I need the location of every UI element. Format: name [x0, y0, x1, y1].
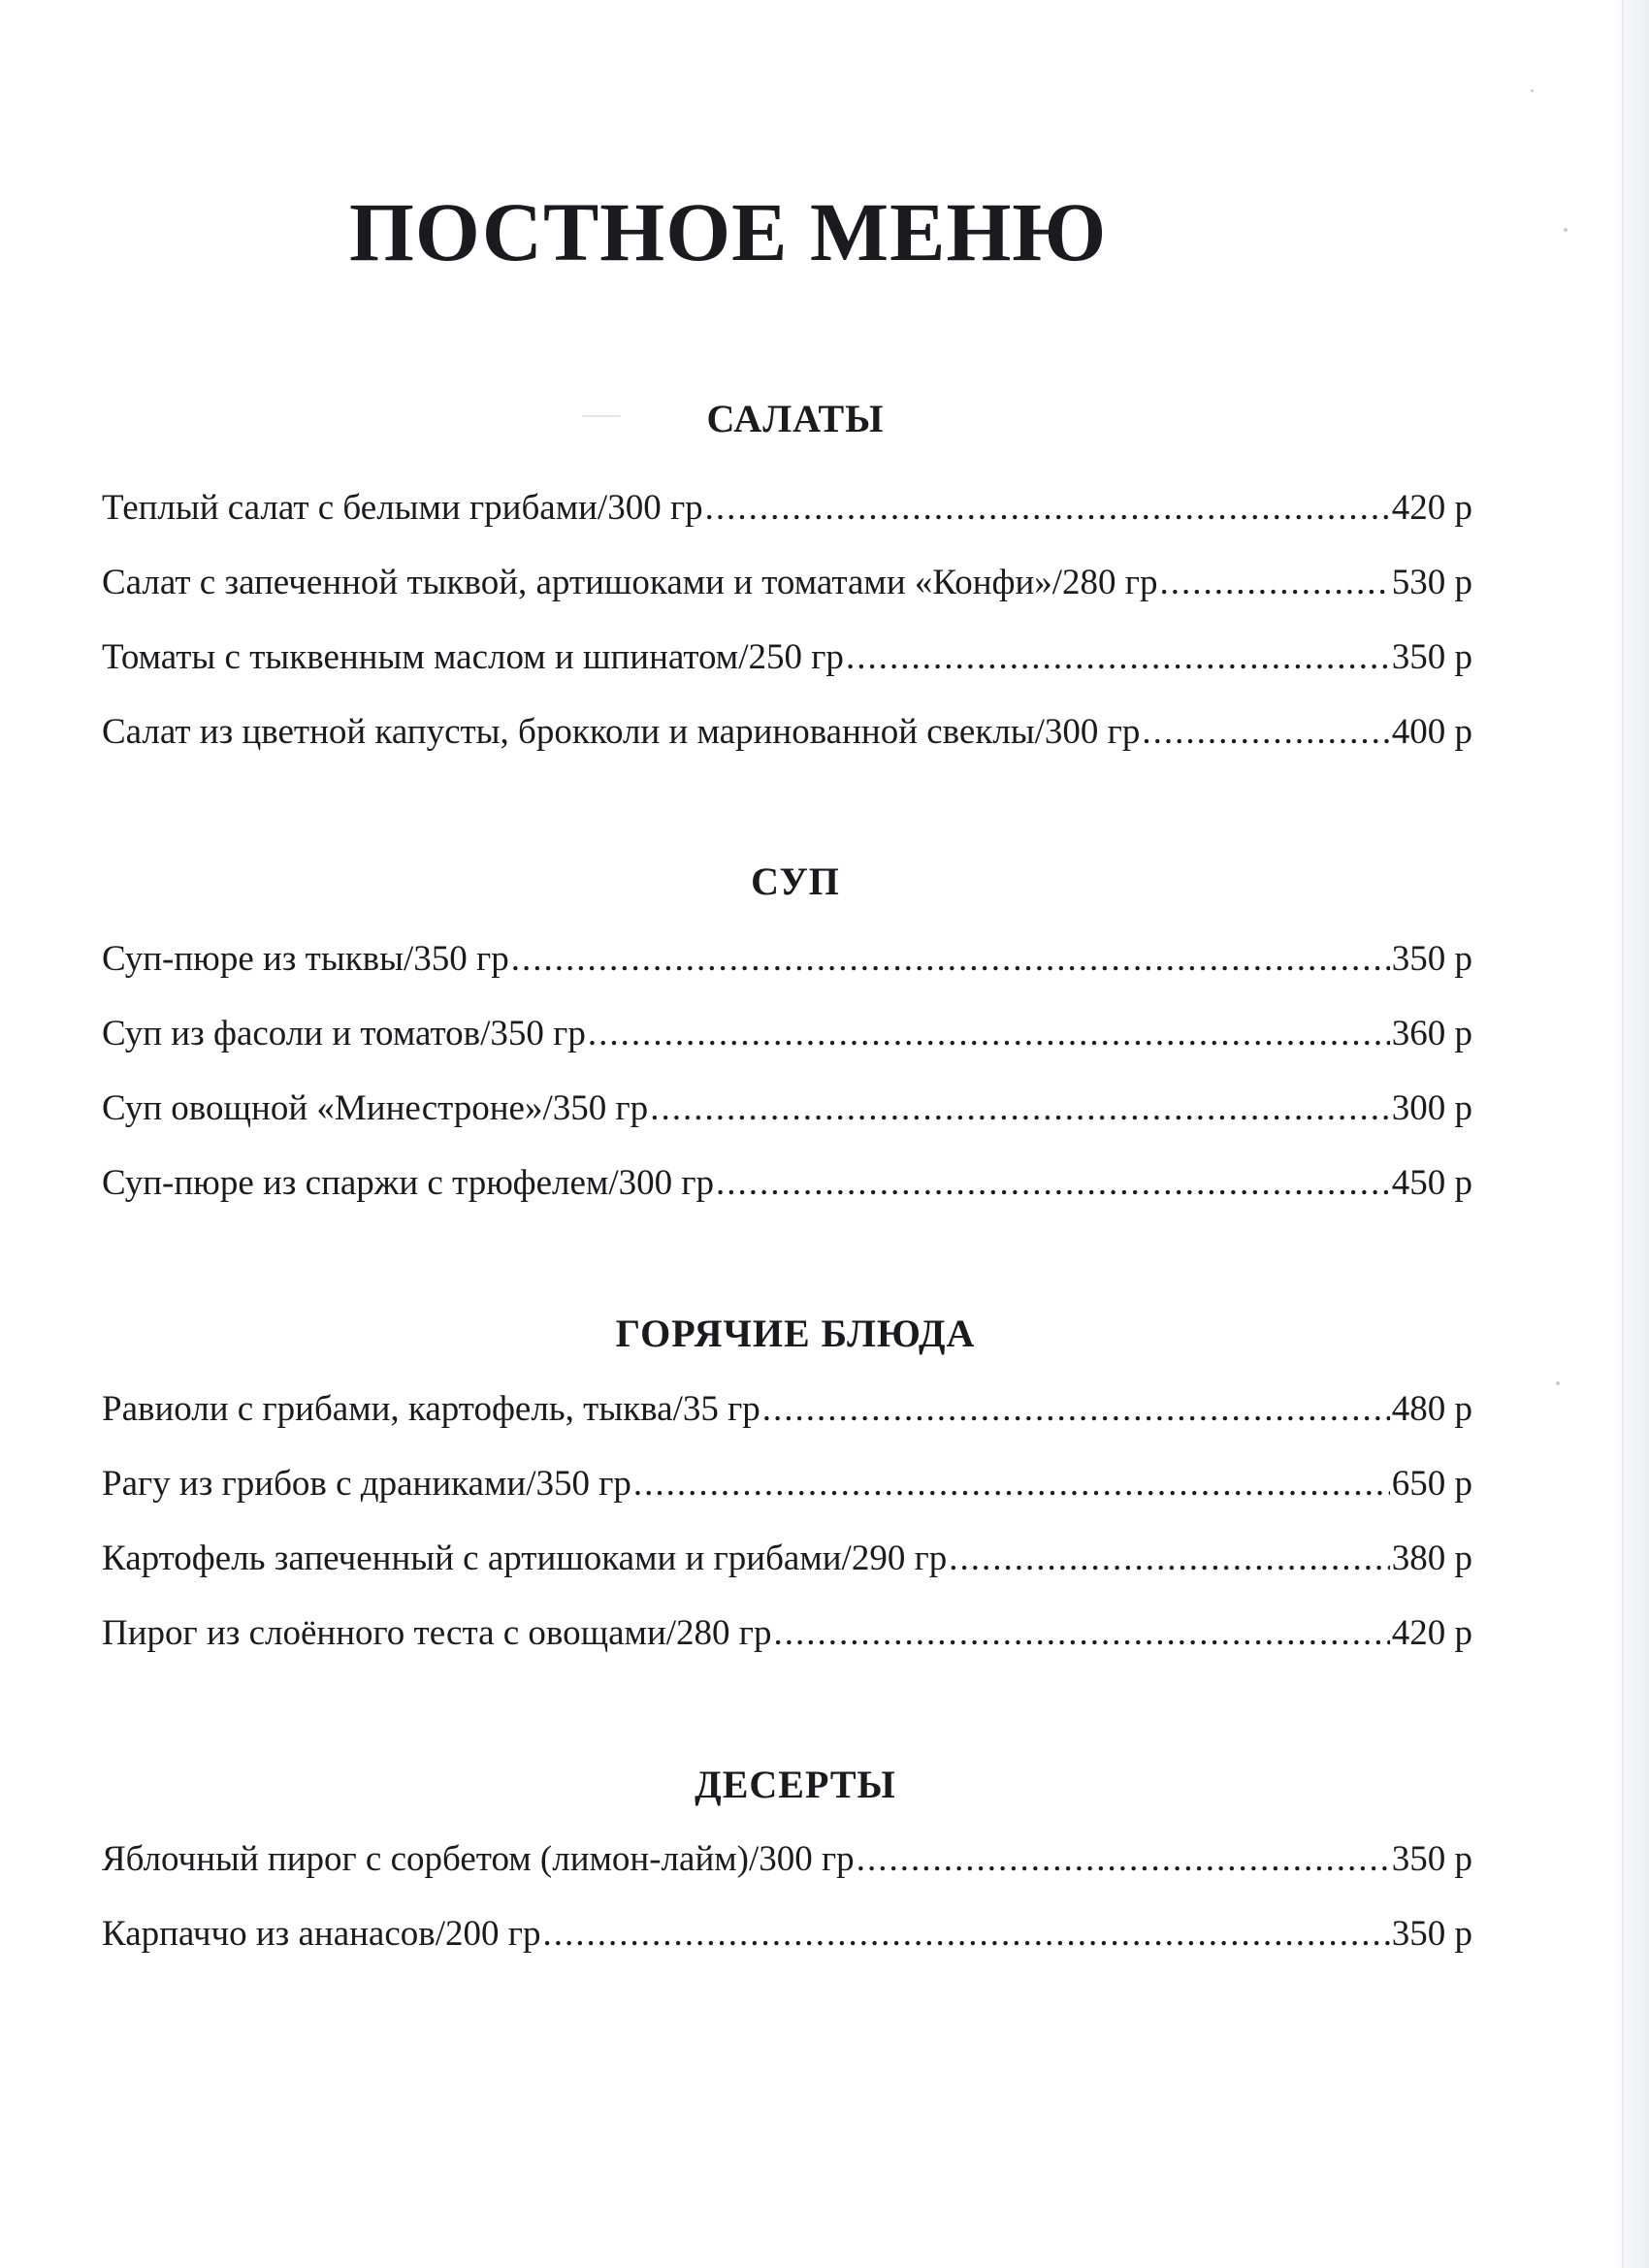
menu-item — [102, 1162, 1472, 1205]
menu-item — [102, 1538, 1472, 1580]
menu-item — [102, 487, 1472, 530]
menu-item-price: 380 р — [1391, 1539, 1472, 1578]
menu-item-name: Равиоли с грибами, картофель, тыква/35 гр — [102, 1389, 760, 1429]
menu-item-name: Яблочный пирог с сорбетом (лимон-лайм)/300 гр — [102, 1839, 855, 1879]
menu-item-price: 360 р — [1391, 1014, 1472, 1053]
menu-item-name: Картофель запеченный с артишоками и грибами/290 гр — [102, 1539, 948, 1578]
scan-speck — [1564, 228, 1568, 232]
dot-leader — [1159, 562, 1389, 604]
dot-leader — [511, 938, 1390, 981]
scan-speck — [1531, 89, 1534, 92]
menu-item-name: Теплый салат с белыми грибами/300 гр — [102, 488, 703, 528]
dot-leader — [542, 1913, 1389, 1956]
dot-leader — [716, 1162, 1390, 1205]
section-heading-soup: СУП — [751, 859, 840, 903]
menu-item-price: 420 р — [1391, 488, 1472, 528]
menu-item-price: 650 р — [1391, 1464, 1472, 1504]
menu-item — [102, 1838, 1472, 1881]
menu-item-name: Карпаччо из ананасов/200 гр — [102, 1914, 541, 1954]
section-heading-hot-dishes: ГОРЯЧИЕ БЛЮДА — [615, 1312, 976, 1355]
scan-speck — [1556, 1381, 1560, 1385]
menu-item-price: 400 р — [1391, 712, 1472, 752]
dot-leader — [1142, 711, 1389, 754]
dot-leader — [949, 1538, 1389, 1580]
menu-item — [102, 1087, 1472, 1130]
menu-item — [102, 711, 1472, 754]
menu-item — [102, 938, 1472, 981]
menu-item-price: 350 р — [1391, 1839, 1472, 1879]
menu-item-price: 300 р — [1391, 1088, 1472, 1128]
menu-item-name: Салат из цветной капусты, брокколи и маринованной свеклы/300 гр — [102, 712, 1141, 752]
menu-item-name: Рагу из грибов с драниками/350 гр — [102, 1464, 631, 1504]
dot-leader — [650, 1087, 1390, 1130]
menu-item-price: 450 р — [1391, 1163, 1472, 1203]
menu-item-name: Пирог из слоённого теста с овощами/280 гр — [102, 1613, 772, 1653]
menu-item-name: Суп-пюре из спаржи с трюфелем/300 гр — [102, 1163, 715, 1203]
section-heading-desserts: ДЕСЕРТЫ — [695, 1763, 896, 1806]
menu-item-price: 350 р — [1391, 939, 1472, 979]
dot-leader — [705, 487, 1390, 530]
menu-item-price: 350 р — [1391, 1914, 1472, 1954]
menu-item-price: 530 р — [1391, 563, 1472, 602]
menu-item-name: Суп овощной «Минестроне»/350 гр — [102, 1088, 649, 1128]
section-heading-salads: САЛАТЫ — [706, 397, 885, 440]
dot-leader — [857, 1838, 1390, 1881]
dot-leader — [633, 1463, 1390, 1506]
menu-item-price: 420 р — [1391, 1613, 1472, 1653]
menu-item — [102, 1463, 1472, 1506]
dot-leader — [773, 1612, 1389, 1655]
menu-item-name: Салат с запеченной тыквой, артишоками и томатами «Конфи»/280 гр — [102, 563, 1158, 602]
menu-title: ПОСТНОЕ МЕНЮ — [349, 185, 1108, 278]
menu-item — [102, 1013, 1472, 1055]
menu-item-name: Суп из фасоли и томатов/350 гр — [102, 1014, 586, 1053]
scanned-page-edge — [1612, 0, 1649, 2268]
menu-item — [102, 562, 1472, 604]
menu-item — [102, 636, 1472, 679]
menu-item — [102, 1913, 1472, 1956]
menu-item — [102, 1388, 1472, 1431]
dot-leader — [588, 1013, 1390, 1055]
menu-item-name: Суп-пюре из тыквы/350 гр — [102, 939, 509, 979]
menu-item — [102, 1612, 1472, 1655]
menu-item-name: Томаты с тыквенным маслом и шпинатом/250 гр — [102, 637, 844, 677]
menu-item-price: 480 р — [1391, 1389, 1472, 1429]
dot-leader — [846, 636, 1390, 679]
dot-leader — [762, 1388, 1390, 1431]
menu-item-price: 350 р — [1391, 637, 1472, 677]
